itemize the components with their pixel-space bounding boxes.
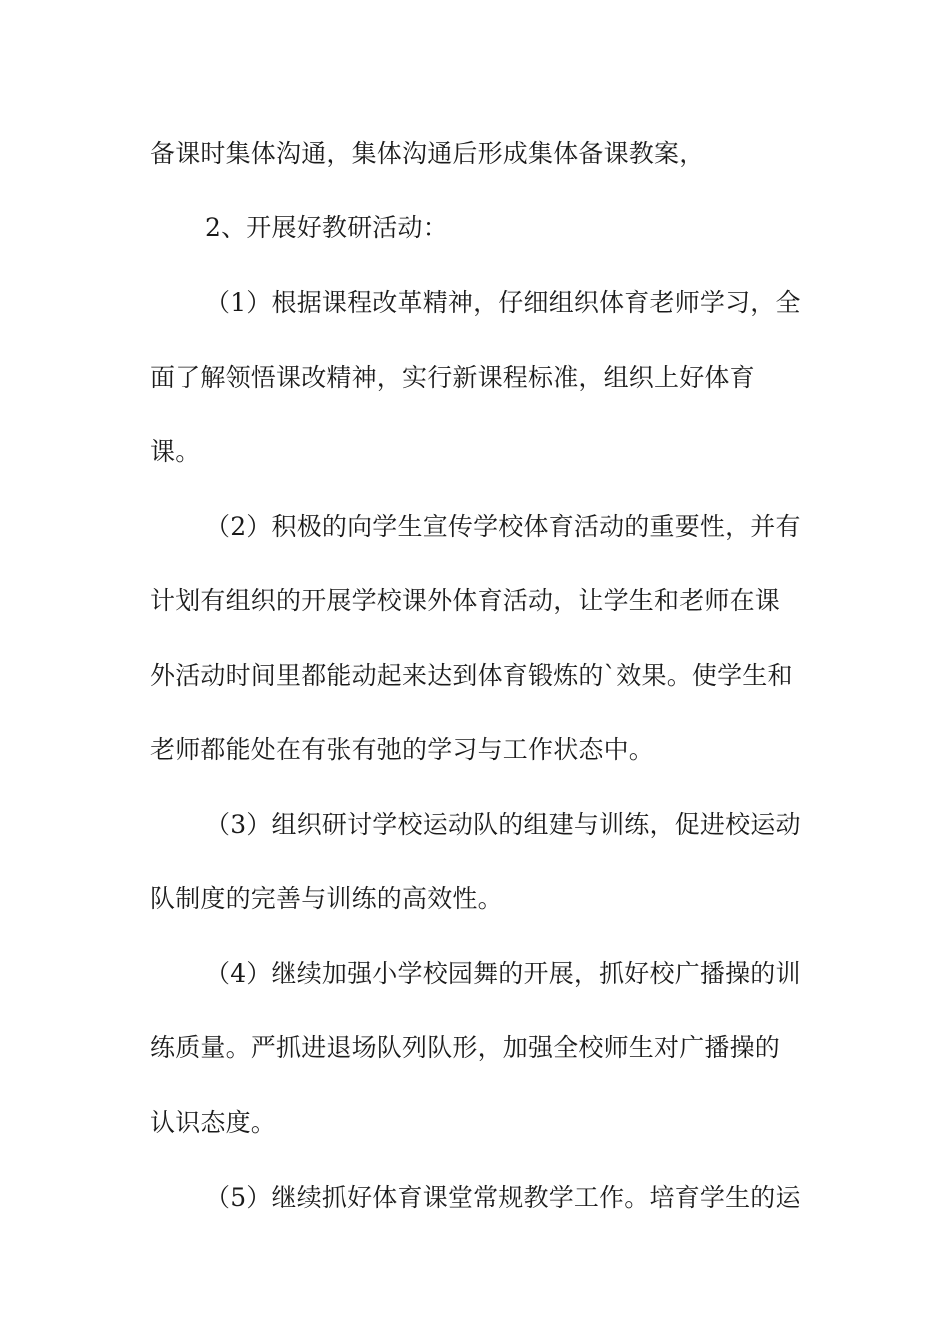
text-line-item-5-start: （5）继续抓好体育课堂常规教学工作。培育学生的运 — [205, 1183, 801, 1212]
text-line-item-1-end: 课。 — [150, 437, 201, 466]
text-line-item-4-end: 认识态度。 — [150, 1108, 277, 1137]
text-line-item-1-cont: 面了解领悟课改精神，实行新课程标准，组织上好体育 — [150, 363, 755, 392]
text-line-item-3-end: 队制度的完善与训练的高效性。 — [150, 884, 503, 913]
text-line-item-4-cont: 练质量。严抓进退场队列队形，加强全校师生对广播操的 — [150, 1033, 781, 1062]
text-line-1: 备课时集体沟通，集体沟通后形成集体备课教案， — [150, 139, 705, 168]
text-line-item-4-start: （4）继续加强小学校园舞的开展，抓好校广播操的训 — [205, 959, 801, 988]
text-line-item-1-start: （1）根据课程改革精神，仔细组织体育老师学习，全 — [205, 288, 801, 317]
text-line-item-2-cont-2: 外活动时间里都能动起来达到体育锻炼的`效果。使学生和 — [150, 661, 793, 690]
text-line-item-2-start: （2）积极的向学生宣传学校体育活动的重要性，并有 — [205, 512, 801, 541]
section-heading-teaching-research: 2、开展好教研活动： — [205, 213, 448, 242]
text-line-item-3-start: （3）组织研讨学校运动队的组建与训练，促进校运动 — [205, 810, 801, 839]
text-line-item-2-cont-1: 计划有组织的开展学校课外体育活动，让学生和老师在课 — [150, 586, 781, 615]
text-line-item-2-end: 老师都能处在有张有弛的学习与工作状态中。 — [150, 735, 655, 764]
